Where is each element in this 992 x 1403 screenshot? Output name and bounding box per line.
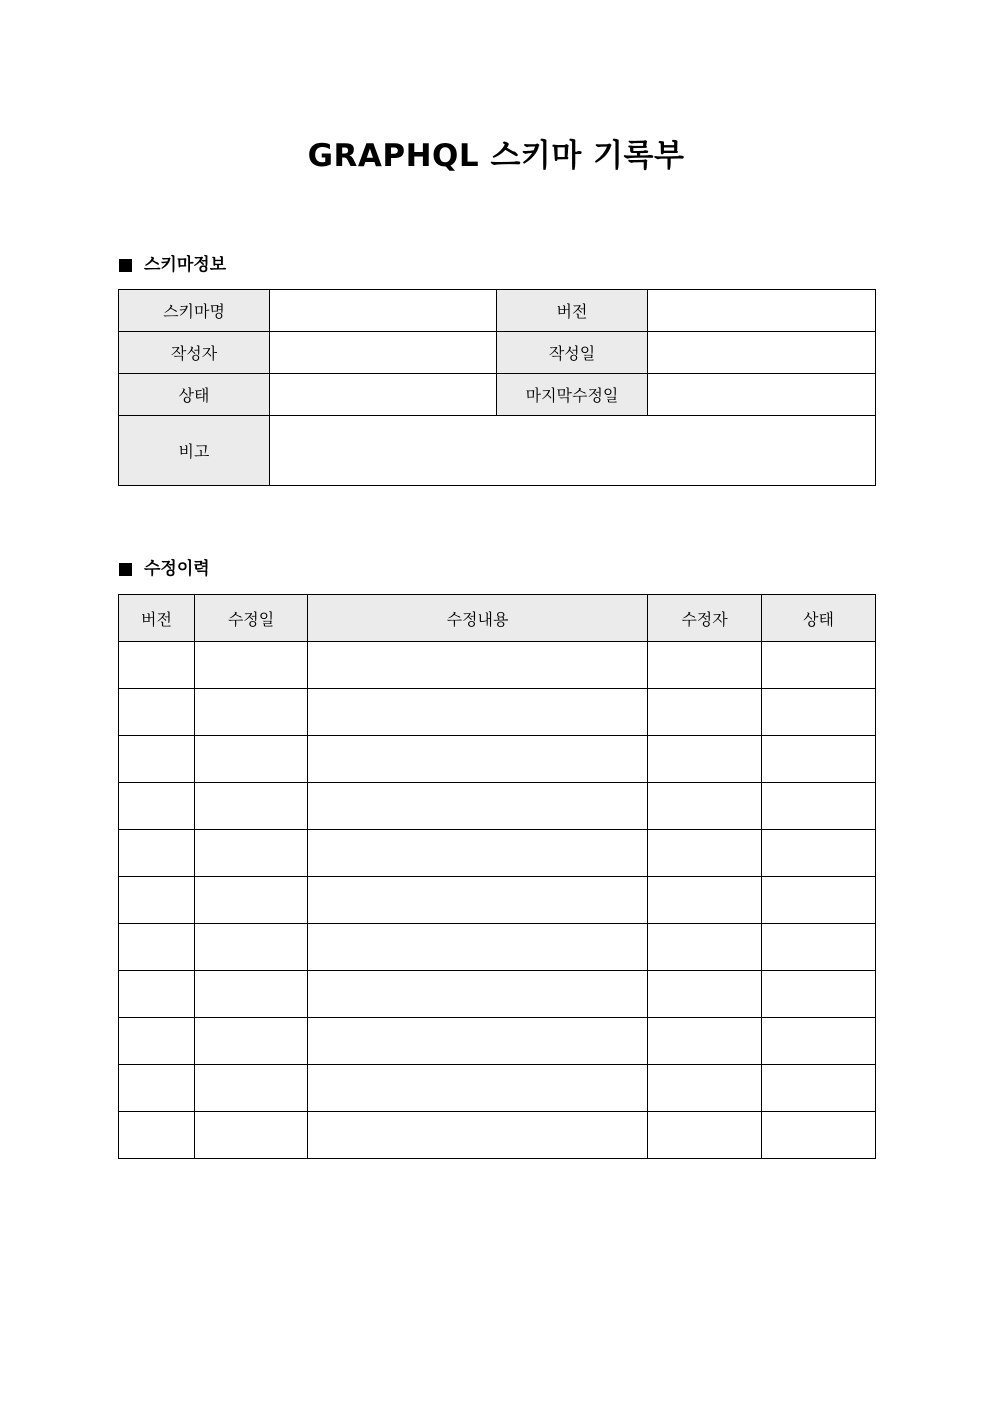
change-details-cell[interactable]	[308, 689, 648, 736]
modifier-cell[interactable]	[648, 736, 762, 783]
revision-history-heading	[119, 558, 210, 580]
table-row	[119, 642, 876, 689]
modified-date-cell[interactable]	[195, 736, 308, 783]
created-date-field[interactable]	[648, 332, 876, 374]
remarks-label: 비고	[119, 416, 270, 486]
table-row	[119, 971, 876, 1018]
modifier-cell[interactable]	[648, 689, 762, 736]
revision-history-heading-text: 수정이력	[144, 559, 210, 579]
last-modified-field[interactable]	[648, 374, 876, 416]
change-details-cell[interactable]	[308, 1112, 648, 1159]
modifier-cell[interactable]	[648, 1112, 762, 1159]
revision-history-table	[118, 594, 876, 1159]
change-details-cell[interactable]	[308, 924, 648, 971]
status-cell[interactable]	[762, 971, 876, 1018]
status-cell[interactable]	[762, 1065, 876, 1112]
change-details-cell[interactable]	[308, 736, 648, 783]
version-cell[interactable]	[119, 924, 195, 971]
table-row	[119, 1112, 876, 1159]
col-header-change-details: 수정내용	[308, 595, 648, 642]
version-cell[interactable]	[119, 783, 195, 830]
version-cell[interactable]	[119, 830, 195, 877]
modified-date-cell[interactable]	[195, 1065, 308, 1112]
modifier-cell[interactable]	[648, 783, 762, 830]
schema-name-label: 스키마명	[119, 290, 270, 332]
status-cell[interactable]	[762, 689, 876, 736]
modifier-cell[interactable]	[648, 924, 762, 971]
schema-info-heading-text: 스키마정보	[144, 255, 227, 275]
modifier-cell[interactable]	[648, 877, 762, 924]
square-bullet-icon	[119, 563, 132, 576]
modifier-cell[interactable]	[648, 1018, 762, 1065]
change-details-cell[interactable]	[308, 971, 648, 1018]
schema-name-field[interactable]	[270, 290, 497, 332]
change-details-cell[interactable]	[308, 830, 648, 877]
change-details-cell[interactable]	[308, 642, 648, 689]
modified-date-cell[interactable]	[195, 1018, 308, 1065]
version-cell[interactable]	[119, 971, 195, 1018]
table-row	[119, 736, 876, 783]
table-row	[119, 830, 876, 877]
version-cell[interactable]	[119, 689, 195, 736]
col-header-modifier: 수정자	[648, 595, 762, 642]
col-header-modified-date: 수정일	[195, 595, 308, 642]
modifier-cell[interactable]	[648, 830, 762, 877]
version-cell[interactable]	[119, 1018, 195, 1065]
table-row	[119, 924, 876, 971]
schema-info-heading	[119, 254, 226, 276]
modified-date-cell[interactable]	[195, 971, 308, 1018]
schema-info-table	[118, 289, 876, 486]
version-cell[interactable]	[119, 1065, 195, 1112]
revision-history-body	[119, 642, 876, 1159]
status-cell[interactable]	[762, 830, 876, 877]
modified-date-cell[interactable]	[195, 1112, 308, 1159]
modified-date-cell[interactable]	[195, 642, 308, 689]
change-details-cell[interactable]	[308, 1018, 648, 1065]
version-cell[interactable]	[119, 642, 195, 689]
modified-date-cell[interactable]	[195, 689, 308, 736]
modifier-cell[interactable]	[648, 971, 762, 1018]
version-cell[interactable]	[119, 736, 195, 783]
status-field[interactable]	[270, 374, 497, 416]
change-details-cell[interactable]	[308, 877, 648, 924]
version-label: 버전	[497, 290, 648, 332]
author-label: 작성자	[119, 332, 270, 374]
modified-date-cell[interactable]	[195, 924, 308, 971]
version-field[interactable]	[648, 290, 876, 332]
table-row	[119, 783, 876, 830]
modifier-cell[interactable]	[648, 642, 762, 689]
status-cell[interactable]	[762, 1112, 876, 1159]
created-date-label: 작성일	[497, 332, 648, 374]
status-cell[interactable]	[762, 642, 876, 689]
remarks-field[interactable]	[270, 416, 876, 486]
change-details-cell[interactable]	[308, 783, 648, 830]
version-cell[interactable]	[119, 877, 195, 924]
version-cell[interactable]	[119, 1112, 195, 1159]
status-label: 상태	[119, 374, 270, 416]
col-header-status: 상태	[762, 595, 876, 642]
status-cell[interactable]	[762, 783, 876, 830]
status-cell[interactable]	[762, 736, 876, 783]
table-row	[119, 1065, 876, 1112]
modified-date-cell[interactable]	[195, 877, 308, 924]
modified-date-cell[interactable]	[195, 783, 308, 830]
status-cell[interactable]	[762, 877, 876, 924]
status-cell[interactable]	[762, 924, 876, 971]
table-row	[119, 877, 876, 924]
status-cell[interactable]	[762, 1018, 876, 1065]
col-header-version: 버전	[119, 595, 195, 642]
last-modified-label: 마지막수정일	[497, 374, 648, 416]
document-title: GRAPHQL 스키마 기록부	[307, 138, 685, 174]
modifier-cell[interactable]	[648, 1065, 762, 1112]
square-bullet-icon	[119, 259, 132, 272]
table-row	[119, 1018, 876, 1065]
author-field[interactable]	[270, 332, 497, 374]
modified-date-cell[interactable]	[195, 830, 308, 877]
table-row	[119, 689, 876, 736]
change-details-cell[interactable]	[308, 1065, 648, 1112]
